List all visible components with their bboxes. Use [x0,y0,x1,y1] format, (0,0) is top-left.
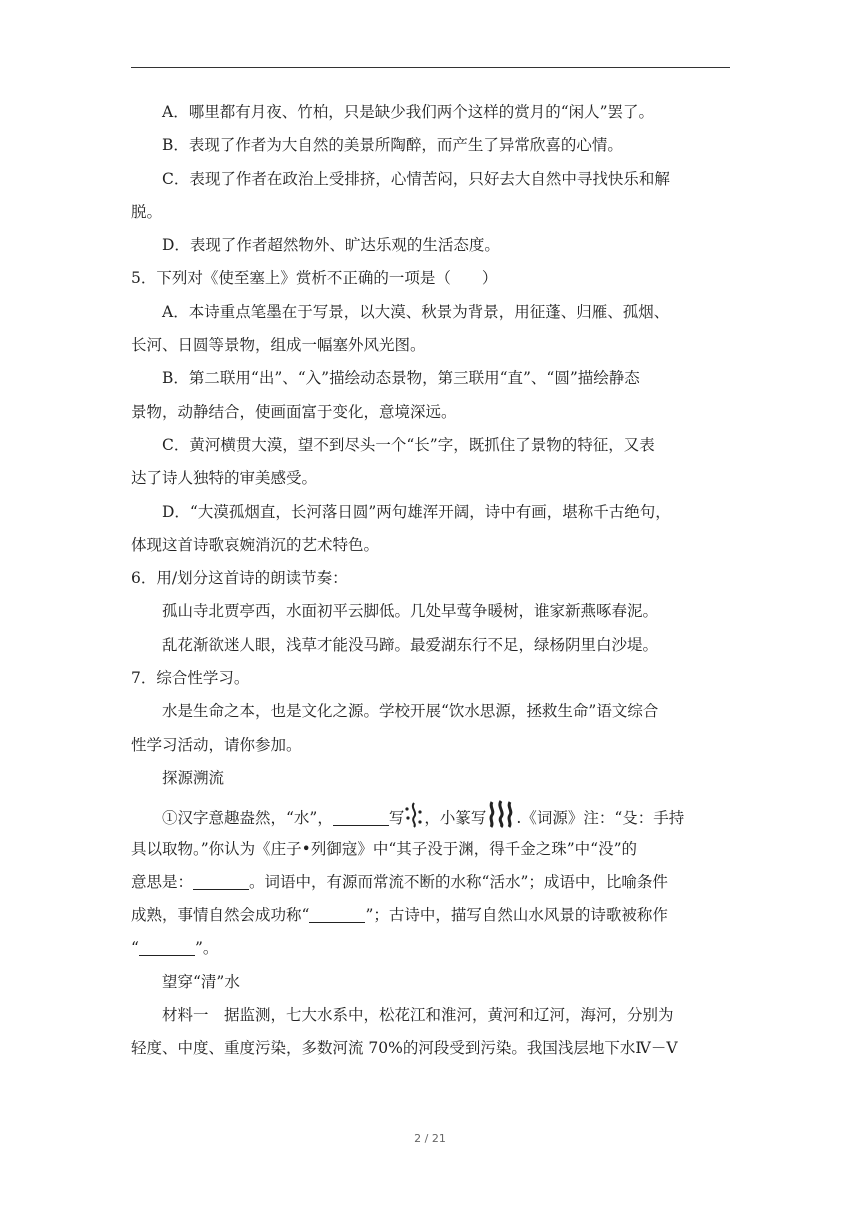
section-heading-origin: 探源溯流 [162,768,225,787]
q4-option-d: D．表现了作者超然物外、旷达乐观的生活态度。 [162,236,500,255]
answer-blank-2[interactable] [193,871,249,890]
q7-intro: 水是生命之本，也是文化之源。学校开展“饮水思源，拯救生命”语文综合 [162,702,659,721]
q5-option-c: C．黄河横贯大漠，望不到尽头一个“长”字，既抓住了景物的特征，又表 [162,435,655,454]
material-1: 材料一 据监测，七大水系中，松花江和淮河，黄河和辽河，海河，分别为 [162,1006,674,1025]
document-body [131,96,731,1066]
q7-open-quote: “ [131,939,139,958]
material-1-cont: 轻度、中度、重度污染，多数河流 70%的河段受到污染。我国浅层地下水Ⅳ－Ⅴ [131,1039,678,1058]
q5-option-c-cont: 达了诗人独特的审美感受。 [131,469,318,488]
seal-water-glyph-icon [486,799,516,829]
q5-option-d-cont: 体现这首诗歌哀婉消沉的艺术特色。 [131,535,380,554]
q7-item-1-text-a: ①汉字意趣盎然，“水”， [162,809,333,828]
q7-item-1-cont-2 [131,866,731,899]
oracle-water-glyph-icon [404,801,424,829]
q7-intro-cont: 性学习活动，请你参加。 [131,735,302,754]
section-heading-clear-water: 望穿“清”水 [162,972,240,991]
q5-option-a: A．本诗重点笔墨在于写景，以大漠、秋景为背景，用征蓬、归雁、孤烟、 [162,302,670,321]
q7-item-1-cont-4 [131,932,731,965]
poem-line-1: 孤山寺北贾亭西，水面初平云脚低。几处早莺争暖树，谁家新燕啄春泥。 [162,602,659,621]
q7-text-poem-type: ”；古诗中，描写自然山水风景的诗歌被称作 [365,906,668,925]
answer-blank-3[interactable] [309,904,365,923]
q7-item-1-text-c: ，小篆写 [424,809,487,828]
q5-option-b-cont: 景物，动静结合，使画面富于变化，意境深远。 [131,402,457,421]
q4-option-c: C．表现了作者在政治上受排挤，心情苦闷，只好去大自然中寻找快乐和解 [162,169,670,188]
question-5: 5．下列对《使至塞上》赏析不正确的一项是（ ） [131,269,498,288]
q4-option-a: A．哪里都有月夜、竹柏，只是缺少我们两个这样的赏月的“闲人”罢了。 [162,103,655,121]
q7-close-quote: ”。 [194,939,219,958]
question-7: 7．综合性学习。 [131,669,250,688]
q7-text-idiom: 成熟，事情自然会成功称“ [131,906,310,925]
q5-option-a-cont: 长河、日圆等景物，组成一幅塞外风光图。 [131,336,426,355]
question-6: 6．用/划分这首诗的朗读节奏： [131,569,348,588]
header-rule [131,67,730,68]
q7-item-1-text-d: .《词源》注：“殳：手持 [516,809,685,828]
answer-blank-1[interactable] [333,807,389,826]
page-number: 2 / 21 [414,1132,446,1145]
q5-option-d: D．“大漠孤烟直，长河落日圆”两句雄浑开阔，诗中有画，堪称千古绝句， [162,502,671,521]
q7-item-1-cont: 具以取物。”你认为《庄子•列御寇》中“其子没于渊，得千金之珠”中“没”的 [131,839,638,858]
q4-option-c-cont: 脱。 [131,202,163,221]
poem-line-2: 乱花渐欲迷人眼，浅草才能没马蹄。最爱湖东行不足，绿杨阴里白沙堤。 [162,635,659,654]
q4-option-b: B．表现了作者为大自然的美景所陶醉，而产生了异常欣喜的心情。 [162,136,623,155]
q5-option-b: B．第二联用“出”、“入”描绘动态景物，第三联用“直”、“圆”描绘静态 [162,369,640,388]
q7-item-1-text-b: 写 [388,809,405,828]
q7-text-living-water: 。词语中，有源而常流不断的水称“活水”；成语中，比喻条件 [249,872,668,891]
answer-blank-4[interactable] [139,937,195,956]
q7-item-1-cont-3 [131,899,731,932]
q7-item-1 [131,799,731,832]
q7-text-meaning: 意思是： [131,872,194,891]
